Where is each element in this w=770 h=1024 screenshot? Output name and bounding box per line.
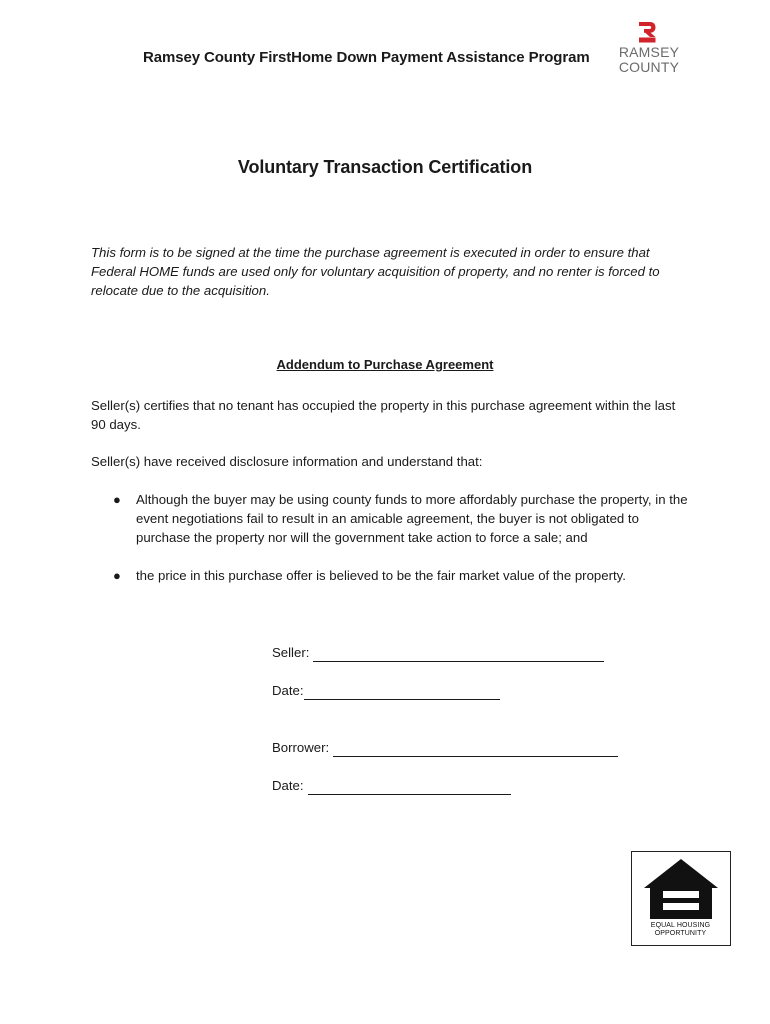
seller-signature-line bbox=[272, 643, 604, 662]
borrower-date-field[interactable] bbox=[308, 781, 511, 795]
seller-date-field[interactable] bbox=[304, 686, 500, 700]
bullet-icon: ● bbox=[113, 492, 121, 507]
list-item bbox=[91, 566, 691, 585]
logo-line-ramsey: RAMSEY bbox=[618, 44, 680, 60]
tenant-certification-paragraph: Seller(s) certifies that no tenant has occupied the property in this purchase agreement within the last 90 days. bbox=[91, 398, 676, 432]
borrower-signature-line bbox=[272, 738, 618, 757]
ramsey-county-logo bbox=[616, 22, 684, 78]
logo-line-county: COUNTY bbox=[618, 59, 680, 75]
borrower-date-line bbox=[272, 776, 511, 795]
bullet-icon: ● bbox=[113, 568, 121, 583]
bullet-text: the price in this purchase offer is believed to be the fair market value of the property. bbox=[136, 568, 626, 583]
logo-text bbox=[616, 45, 682, 75]
equal-housing-opportunity-icon bbox=[640, 858, 722, 920]
eho-line-1: EQUAL HOUSING bbox=[650, 922, 711, 929]
equal-housing-text bbox=[632, 922, 729, 938]
borrower-date-label: Date: bbox=[272, 778, 304, 793]
program-title: Ramsey County FirstHome Down Payment Assistance Program bbox=[143, 49, 590, 66]
disclosure-paragraph: Seller(s) have received disclosure information and understand that: bbox=[91, 454, 483, 469]
seller-date-line bbox=[272, 681, 500, 700]
intro-paragraph: This form is to be signed at the time the purchase agreement is executed in order to ensure that Federal HOME funds are used only for voluntary acquisition of property, and no renter is forced to relocate due to the acquisition. bbox=[91, 245, 660, 298]
seller-date-label: Date: bbox=[272, 683, 304, 698]
bullet-text: Although the buyer may be using county funds to more affordably purchase the property, in the event negotiations fail to result in an amicable agreement, the buyer is not obligated to purchase the property nor will the government take action to force a sale; and bbox=[136, 492, 688, 545]
document-title: Voluntary Transaction Certification bbox=[237, 157, 533, 177]
borrower-signature-field[interactable] bbox=[333, 743, 618, 757]
seller-label: Seller: bbox=[272, 645, 310, 660]
equal-housing-opportunity-logo bbox=[631, 851, 731, 946]
addendum-heading: Addendum to Purchase Agreement bbox=[276, 357, 494, 372]
ramsey-county-logo-mark-icon bbox=[638, 22, 656, 43]
borrower-label: Borrower: bbox=[272, 740, 330, 755]
eho-line-2: OPPORTUNITY bbox=[654, 930, 707, 937]
list-item bbox=[91, 490, 691, 547]
disclosure-bullet-list bbox=[91, 490, 691, 604]
seller-signature-field[interactable] bbox=[313, 648, 604, 662]
